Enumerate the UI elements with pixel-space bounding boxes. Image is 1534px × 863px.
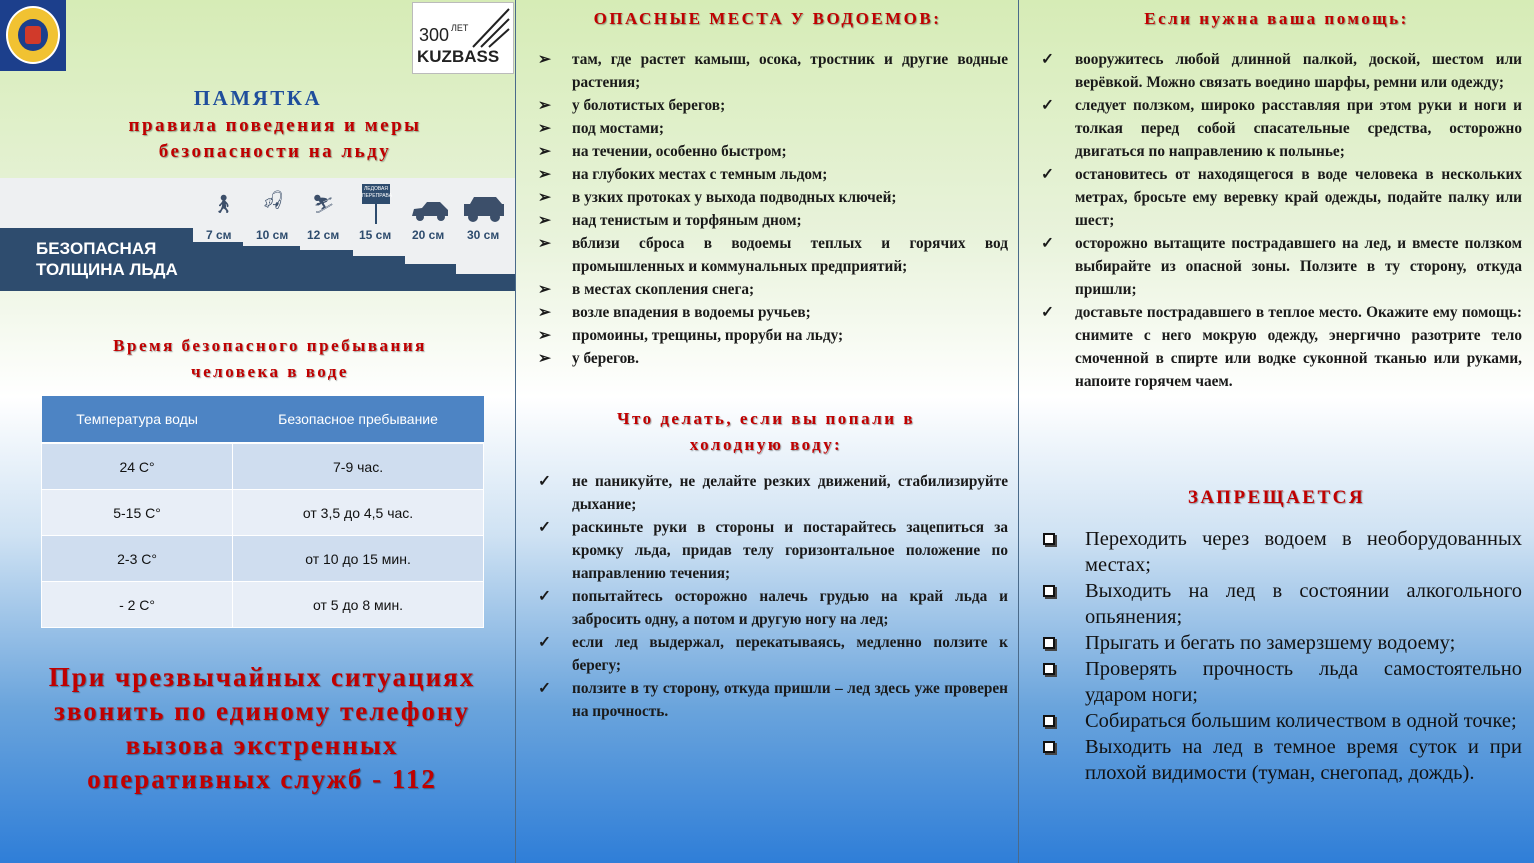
step-label: 12 см xyxy=(307,228,340,242)
fisherman-icon: 🎣︎ xyxy=(262,190,285,210)
table-cell: 5-15 С° xyxy=(42,490,233,536)
checkbox-icon xyxy=(1043,715,1055,727)
list-item: ➢ над тенистым и торфяным дном; xyxy=(538,212,802,229)
list-item: ✓ ползите в ту сторону, откуда пришли – лед здесь уже проверен на прочность. xyxy=(538,680,1008,720)
list-item: Прыгать и бегать по замерзшему водоему; xyxy=(1041,630,1522,656)
table-row xyxy=(42,582,484,628)
list-item: Переходить через водоем в необорудованных местах; xyxy=(1041,526,1522,578)
table-cell: - 2 С° xyxy=(42,582,233,628)
car-icon xyxy=(410,200,450,222)
middle-panel xyxy=(516,0,1019,863)
person-icon: 🚶︎ xyxy=(212,194,235,214)
list-item: ➢ на глубоких местах с темным льдом; xyxy=(538,166,828,183)
list-item: ✓ вооружитесь любой длинной палкой, доской, шестом или верёвкой. Можно связать воедино шарфы, ремни или одежду; xyxy=(1041,51,1522,91)
memo-title: ПАМЯТКА xyxy=(193,86,323,110)
table-cell: 2-3 С° xyxy=(42,536,233,582)
kuzbass-300-logo: 300 ЛЕТ KUZBASS xyxy=(412,2,514,74)
table-cell: 7-9 час. xyxy=(233,443,484,490)
list-item: Выходить на лед в состоянии алкогольного опьянения; xyxy=(1041,578,1522,630)
danger-places-list xyxy=(536,48,1008,370)
cold-water-list xyxy=(536,470,1008,723)
list-item: ✓ осторожно вытащите пострадавшего на лед, и вместе ползком выбирайте из опасной зоны. Ползите в ту сторону, откуда пришли; xyxy=(1041,235,1522,298)
table-header: Температура воды xyxy=(42,396,233,443)
ice-thickness-banner xyxy=(0,178,516,291)
safe-time-table xyxy=(41,396,484,628)
list-item: ✓ раскиньте руки в стороны и постарайтесь зацепиться за кромку льда, придав телу горизонтальное положение по направлению течения; xyxy=(538,519,1008,582)
list-item: ➢ там, где растет камыш, осока, тростник и другие водные растения; xyxy=(538,51,1008,91)
checkbox-icon xyxy=(1043,637,1055,649)
ice-crossing-sign: ЛЕДОВАЯ ПЕРЕПРАВА xyxy=(362,184,390,204)
list-item: ➢ промоины, трещины, проруби на льду; xyxy=(538,327,844,344)
step-label: 7 см xyxy=(206,228,232,242)
step-label: 30 см xyxy=(467,228,500,242)
emblem-icon xyxy=(0,0,66,71)
danger-places-title: ОПАСНЫЕ МЕСТА У ВОДОЕМОВ: xyxy=(593,9,942,28)
cold-water-title: Что делать, если вы попали в холодную воду: xyxy=(616,409,916,454)
help-list xyxy=(1039,48,1522,393)
suv-icon xyxy=(462,196,506,222)
list-item: Выходить на лед в темное время суток и при плохой видимости (туман, снегопад, дождь). xyxy=(1041,734,1522,786)
list-item: ➢ вблизи сброса в водоемы теплых и горячих вод промышленных и коммунальных предприятий; xyxy=(538,235,1008,275)
help-title: Если нужна ваша помощь: xyxy=(1144,9,1409,28)
checkbox-icon xyxy=(1043,533,1055,545)
left-panel xyxy=(0,0,516,863)
memo-subtitle: правила поведения и меры безопасности на льду xyxy=(128,115,422,162)
list-item: ✓ если лед выдержал, перекатываясь, медленно ползите к берегу; xyxy=(538,634,1008,674)
safe-time-title: Время безопасного пребывания человека в воде xyxy=(113,336,427,381)
list-item: ➢ под мостами; xyxy=(538,120,664,137)
list-item: ✓ остановитесь от находящегося в воде человека в нескольких метрах, бросьте ему веревку край одежды, подайте палку или шест; xyxy=(1041,166,1522,229)
table-cell: от 5 до 8 мин. xyxy=(233,582,484,628)
emergency-notice: При чрезвычайных ситуациях звонить по единому телефону вызова экстренных оперативных служб - 112 xyxy=(48,662,476,794)
table-cell: от 10 до 15 мин. xyxy=(233,536,484,582)
checkbox-icon xyxy=(1043,585,1055,597)
list-item: Собираться большим количеством в одной точке; xyxy=(1041,708,1522,734)
list-item: ➢ на течении, особенно быстром; xyxy=(538,143,787,160)
forbidden-list xyxy=(1041,526,1522,786)
table-row xyxy=(42,536,484,582)
list-item: ✓ попытайтесь осторожно налечь грудью на край льда и забросить одну, а потом и другую ногу на лед; xyxy=(538,588,1008,628)
snowmobile-icon: ⛷︎ xyxy=(312,194,335,214)
forbidden-title: ЗАПРЕЩАЕТСЯ xyxy=(1187,487,1366,508)
list-item: ➢ у болотистых берегов; xyxy=(538,97,726,114)
ice-thickness-label: БЕЗОПАСНАЯ ТОЛЩИНА ЛЬДА xyxy=(36,239,178,279)
table-row xyxy=(42,490,484,536)
table-cell: от 3,5 до 4,5 час. xyxy=(233,490,484,536)
checkbox-icon xyxy=(1043,741,1055,753)
step-label: 15 см xyxy=(359,228,392,242)
list-item: ➢ у берегов. xyxy=(538,350,639,367)
table-cell: 24 С° xyxy=(42,443,233,490)
list-item: ➢ в узких протоках у выхода подводных ключей; xyxy=(538,189,897,206)
list-item: ➢ возле впадения в водоемы ручьев; xyxy=(538,304,811,321)
right-panel xyxy=(1019,0,1534,863)
checkbox-icon xyxy=(1043,663,1055,675)
table-header: Безопасное пребывание xyxy=(233,396,484,443)
sign-pole xyxy=(375,204,377,224)
list-item: ✓ следует ползком, широко расставляя при этом руки и ноги и толкая перед собой спасательные средства, осторожно двигаться по направлению к полынье; xyxy=(1041,97,1522,160)
list-item: ✓ доставьте пострадавшего в теплое место. Окажите ему помощь: снимите с него мокрую одежду, энергично разотрите тело смоченной в спирте или водке суконной тканью или руками, напоите горячем чаем. xyxy=(1041,304,1522,390)
list-item: Проверять прочность льда самостоятельно ударом ноги; xyxy=(1041,656,1522,708)
list-item: ✓ не паникуйте, не делайте резких движений, стабилизируйте дыхание; xyxy=(538,473,1008,513)
list-item: ➢ в местах скопления снега; xyxy=(538,281,755,298)
step-label: 20 см xyxy=(412,228,445,242)
step-label: 10 см xyxy=(256,228,289,242)
table-row xyxy=(42,443,484,490)
